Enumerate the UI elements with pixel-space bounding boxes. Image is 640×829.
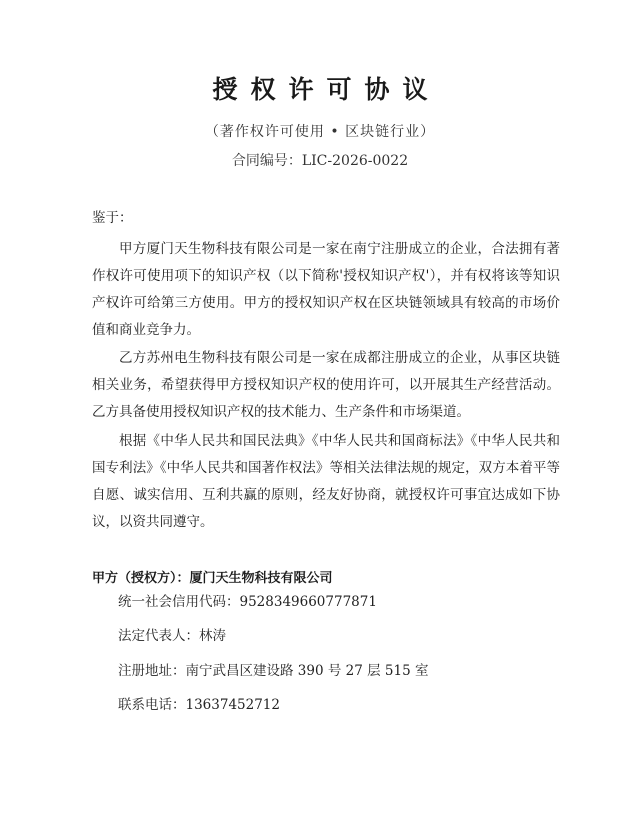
- party-a-phone: 联系电话：13637452712: [118, 697, 280, 713]
- paragraph-legal-basis: 根据《中华人民共和国民法典》《中华人民共和国商标法》《中华人民共和国专利法》《中华人民共和国著作权法》等相关法律法规的规定，双方本着平等自愿、诚实信用、互利共赢的原则，经友好协商，就授权许可事宜达成如下协议，以资共同遵守。: [92, 433, 560, 530]
- document-subtitle: （著作权许可使用 • 区块链行业）: [204, 124, 436, 140]
- document-title: 授权许可协议: [212, 75, 441, 104]
- party-a-representative: 法定代表人：林涛: [118, 628, 226, 644]
- party-a-address: 注册地址：南宁武昌区建设路 390 号 27 层 515 室: [118, 663, 429, 679]
- whereas-label: 鉴于：: [92, 210, 133, 226]
- party-a-credit-code: 统一社会信用代码：9528349660777871: [118, 594, 377, 610]
- paragraph-party-a-intro: 甲方厦门天生物科技有限公司是一家在南宁注册成立的企业，合法拥有著作权许可使用项下的知识产权（以下简称'授权知识产权'），并有权将该等知识产权许可给第三方使用。甲方的授权知识产权在区块链领域具有较高的市场价值和商业竞争力。: [92, 241, 560, 338]
- paragraph-party-b-intro: 乙方苏州电生物科技有限公司是一家在成都注册成立的企业，从事区块链相关业务，希望获得甲方授权知识产权的使用许可，以开展其生产经营活动。乙方具备使用授权知识产权的技术能力、生产条件和市场渠道。: [92, 350, 560, 420]
- party-a-heading: 甲方（授权方）：厦门天生物科技有限公司: [92, 571, 333, 586]
- contract-number: 合同编号：LIC-2026-0022: [231, 153, 409, 169]
